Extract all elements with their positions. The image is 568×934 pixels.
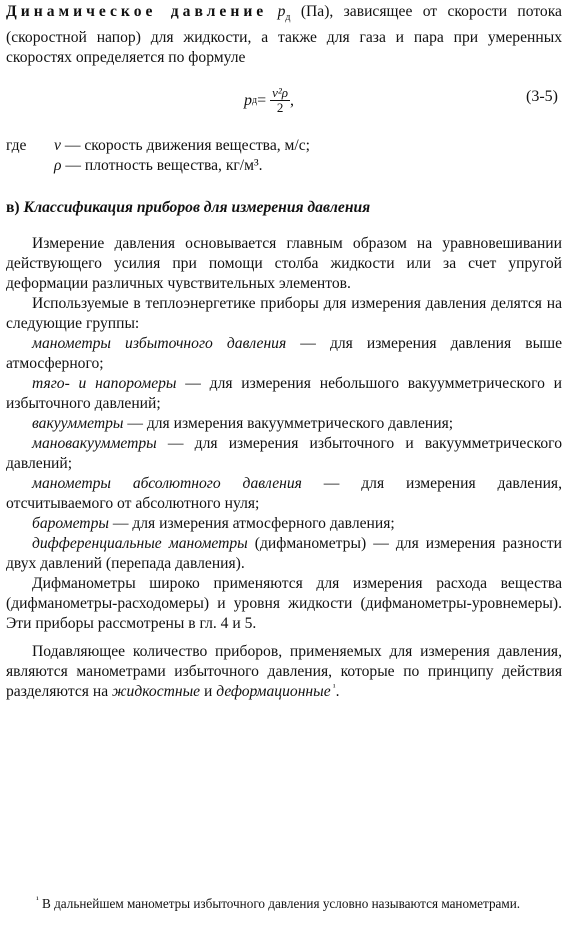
definition-row xyxy=(6,156,562,176)
footnote-reference: ¹ xyxy=(330,681,336,692)
list-item-text: — для измерения вакуумметрического давления; xyxy=(123,415,454,433)
list-item-text: — для измерения давления, отсчитываемого от абсолютного нуля; xyxy=(6,475,562,513)
equation-number: (3-5) xyxy=(526,88,558,106)
list-item xyxy=(6,334,562,374)
list-item xyxy=(6,514,562,534)
section-title-text: Классификация приборов для измерения давления xyxy=(19,199,371,217)
formula-numerator: v²ρ xyxy=(272,85,289,101)
definition-symbol: v xyxy=(54,137,61,155)
list-item-text: — для измерения атмосферного давления; xyxy=(108,515,395,533)
definition-symbol: ρ xyxy=(54,157,62,175)
definition-text xyxy=(54,136,310,156)
list-item-term: дифференциальные манометры xyxy=(32,535,248,553)
list-item-term: тяго- и напоромеры xyxy=(32,375,177,393)
list-item-text: (дифманометры) — для измерения разности двух давлений (перепада давления). xyxy=(6,535,562,573)
intro-lead: Динамическое давление xyxy=(6,3,268,20)
list-item-text: — для измерения давления выше атмосферного; xyxy=(6,335,563,373)
list-item xyxy=(6,474,562,514)
list-item-term: манометры абсолютного давления xyxy=(32,475,302,493)
definition-description: — скорость движения вещества, м/с; xyxy=(60,137,311,155)
formula-trail: , xyxy=(290,91,295,109)
term-liquid: жидкостные xyxy=(112,683,201,701)
section-heading xyxy=(6,198,562,218)
footnote xyxy=(6,895,562,912)
formula xyxy=(244,86,294,115)
body-paragraph: Используемые в теплоэнергетике приборы для измерения давления делятся на следующие группы: xyxy=(6,295,562,333)
list-item xyxy=(6,434,562,474)
footnote-mark: ¹ xyxy=(36,894,39,905)
formula-lhs: р xyxy=(244,91,252,109)
list-item xyxy=(6,534,562,574)
paragraph-text: и xyxy=(200,683,217,701)
definition-description: — плотность вещества, кг/м³. xyxy=(61,157,263,175)
list-item-term: мановакуумметры xyxy=(32,435,157,453)
definition-row xyxy=(6,136,562,156)
dynamic-pressure-subscript: д xyxy=(285,12,291,24)
list-item-term: барометры xyxy=(32,515,109,533)
list-item xyxy=(6,374,562,414)
formula-row xyxy=(6,78,562,122)
dynamic-pressure-symbol: р xyxy=(277,3,286,20)
list-item-term: манометры избыточного давления xyxy=(32,335,287,353)
formula-lhs-subscript: д xyxy=(252,95,258,107)
formula-equals: = xyxy=(257,91,267,109)
list-item xyxy=(6,414,562,434)
body-paragraph: Измерение давления основывается главным образом на уравновешивании действующего усилия при помощи столба жидкости или за счет упругой деформации различных чувствительных элементов. xyxy=(6,235,562,293)
variable-definitions xyxy=(6,136,562,176)
where-spacer xyxy=(6,156,54,176)
list-item-term: вакуумметры xyxy=(32,415,124,433)
intro-rest: (Па), зависящее от скорости потока (скоростной напор) для жидкости, а также для газа и пара при умеренных скоростях определяется по формуле xyxy=(6,3,562,67)
term-deformation: деформационные xyxy=(216,683,331,701)
body-paragraph: Дифманометры широко применяются для измерения расхода вещества (дифманометры-расходомеры) и уровня жидкости (дифманометры-уровнемеры). Эти приборы рассмотрены в гл. 4 и 5. xyxy=(6,575,562,633)
section-label: в) xyxy=(6,199,20,217)
where-label: где xyxy=(6,137,27,155)
formula-fraction xyxy=(270,86,290,115)
footnote-text: В дальнейшем манометры избыточного давления условно называются манометрами. xyxy=(38,896,521,911)
definition-text xyxy=(54,156,263,176)
body-paragraph xyxy=(6,642,562,702)
paragraph-text: Подавляющее количество приборов, применяемых для измерения давления, являются манометрами избыточного давления, которые по принципу действия разделяются на xyxy=(6,643,562,701)
list-item-text: — для измерения избыточного и вакуумметрического давлений; xyxy=(6,435,562,473)
list-item-text: — для измерения небольшого вакуумметрического и избыточного давлений; xyxy=(6,375,562,413)
formula-denominator: 2 xyxy=(276,100,284,116)
intro-paragraph xyxy=(6,2,562,68)
paragraph-text: . xyxy=(335,683,340,701)
